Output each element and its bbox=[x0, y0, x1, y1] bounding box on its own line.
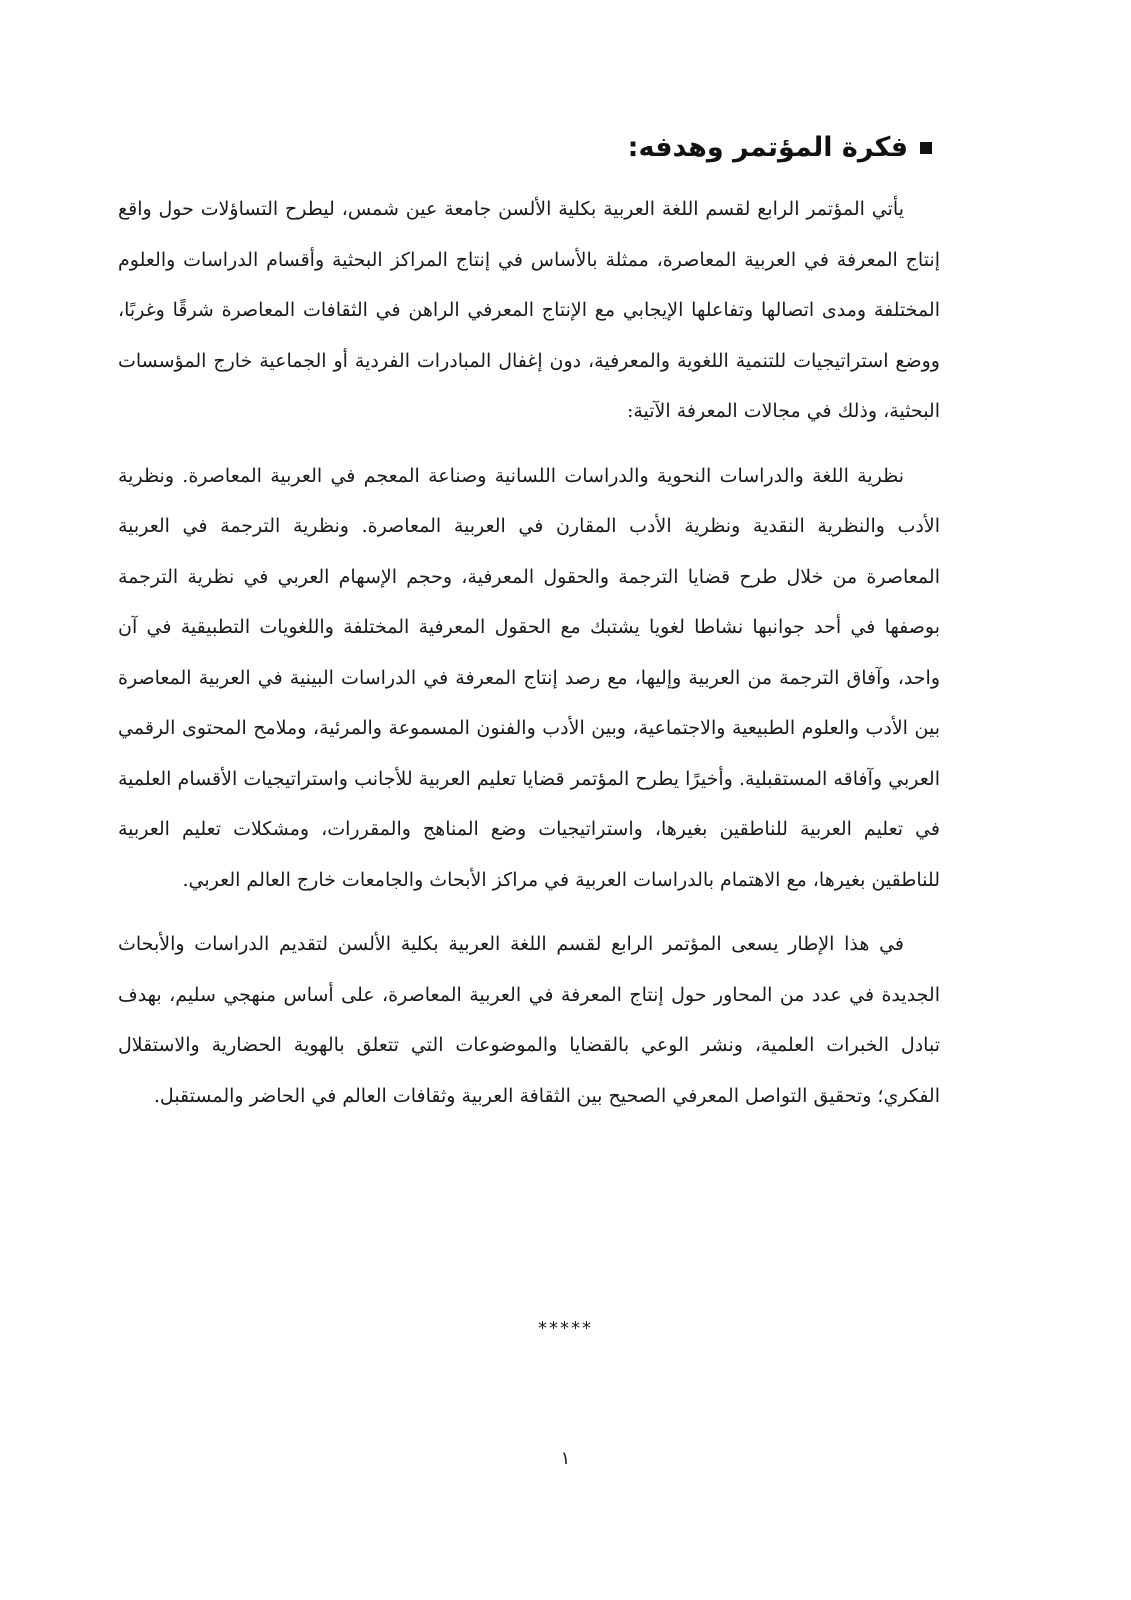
page-number: ١ bbox=[560, 1448, 571, 1469]
paragraph-intro: يأتي المؤتمر الرابع لقسم اللغة العربية بكلية الألسن جامعة عين شمس، ليطرح التساؤلات حول واقع إنتاج المعرفة في العربية المعاصرة، ممثلة بالأساس في إنتاج المراكز البحثية وأقسام الدراسات والعلوم المختلفة ومدى اتصالها وتفاعلها الإيجابي مع الإنتاج المعرفي الراهن في الثقافات المعاصرة شرقًا وغربًا، ووضع استراتيجيات للتنمية اللغوية والمعرفية، دون إغفال المبادرات الفردية أو الجماعية خارج المؤسسات البحثية، وذلك في مجالات المعرفة الآتية: bbox=[118, 198, 940, 422]
paragraph-fields: نظرية اللغة والدراسات النحوية والدراسات اللسانية وصناعة المعجم في العربية المعاصرة. ونظرية الأدب والنظرية النقدية ونظرية الأدب المقارن في العربية المعاصرة. ونظرية الترجمة في العربية المعاصرة من خلال طرح قضايا الترجمة والحقول المعرفية، وحجم الإسهام العربي في نظرية الترجمة بوصفها في أحد جوانبها نشاطا لغويا يشتبك مع الحقول المعرفية المختلفة واللغويات التطبيقية في آن واحد، وآفاق الترجمة من العربية وإليها، مع رصد إنتاج المعرفة في الدراسات البينية في العربية المعاصرة بين الأدب والعلوم الطبيعية والاجتماعية، وبين الأدب والفنون المسموعة والمرئية، وملامح المحتوى الرقمي العربي وآفاقه المستقبلية. وأخيرًا يطرح المؤتمر قضايا تعليم العربية للأجانب واستراتيجيات الأقسام العلمية في تعليم العربية للناطقين بغيرها، واستراتيجيات وضع المناهج والمقررات، ومشكلات تعليم العربية للناطقين بغيرها، مع الاهتمام بالدراسات العربية في مراكز الأبحاث والجامعات خارج العالم العربي. bbox=[118, 464, 940, 891]
section-separator: ***** bbox=[538, 1318, 593, 1339]
square-bullet-icon bbox=[920, 142, 932, 154]
section-heading bbox=[118, 128, 940, 168]
section-heading-text: فكرة المؤتمر وهدفه: bbox=[627, 132, 908, 163]
page-content bbox=[118, 128, 940, 1121]
paragraph-framework: في هذا الإطار يسعى المؤتمر الرابع لقسم اللغة العربية بكلية الألسن لتقديم الدراسات والأبحاث الجديدة في عدد من المحاور حول إنتاج المعرفة في العربية المعاصرة، على أساس منهجي سليم، بهدف تبادل الخبرات العلمية، ونشر الوعي بالقضايا والموضوعات التي تتعلق بالهوية الحضارية والاستقلال الفكري؛ وتحقيق التواصل المعرفي الصحيح بين الثقافة العربية وثقافات العالم في الحاضر والمستقبل. bbox=[118, 933, 940, 1107]
